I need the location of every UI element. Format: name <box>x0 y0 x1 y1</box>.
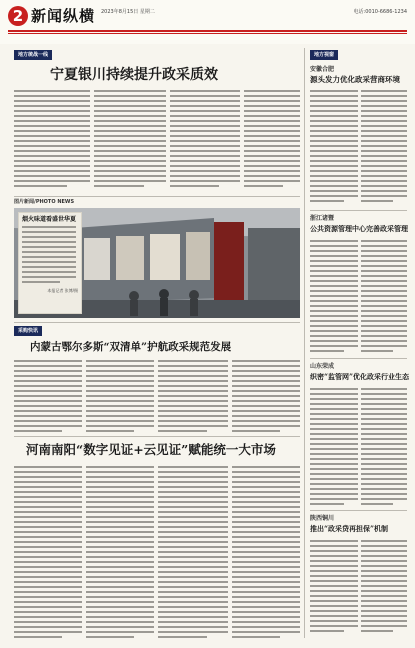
article3-headline: 河南南阳“数字见证+云见证”赋能统一大市场 <box>26 442 276 457</box>
sidebar-item-2-title: 公共资源管理中心完善政采管理 <box>310 224 408 233</box>
sidebar-item-2-body-col-2 <box>361 240 407 355</box>
sidebar-item-3-title: 织密“监管网”优化政采行业生态 <box>310 372 410 381</box>
contact-info: 电话:0010-6686-1234 <box>353 9 407 15</box>
sidebar-item-3-body-col-2 <box>361 388 407 508</box>
sidebar-divider-2 <box>310 358 407 359</box>
sidebar-item-1-body-col-1 <box>310 90 358 205</box>
sidebar-divider-3 <box>310 510 407 511</box>
issue-date: 2023年8月15日 星期二 <box>101 9 155 15</box>
lead-body-col-1 <box>14 90 90 190</box>
article3-body-col-2 <box>86 466 154 641</box>
article2-body-col-4 <box>232 360 300 435</box>
masthead-rule <box>8 30 407 32</box>
sidebar-item-4-body-col-2 <box>361 540 407 635</box>
sidebar-divider-1 <box>310 210 407 211</box>
article3-body-col-3 <box>158 466 228 641</box>
article3-top-rule <box>14 436 300 437</box>
sidebar-section-tag: 地方视窗 <box>310 50 338 60</box>
article2-body-col-3 <box>158 360 228 435</box>
article3-body-col-4 <box>232 466 300 641</box>
article2-body-col-1 <box>14 360 82 435</box>
sidebar-divider <box>304 48 305 638</box>
lead-body-col-3 <box>170 90 240 190</box>
lead-section-tag: 地方统战一线 <box>14 50 52 60</box>
sidebar-item-3-kicker: 山东荣成 <box>310 363 335 370</box>
article2-section-tag: 采购快讯 <box>14 326 42 336</box>
lead-bottom-rule <box>14 196 300 197</box>
photo-caption-title: 烟火味道看盛世华夏 <box>22 216 77 223</box>
sidebar-item-1-body-col-2 <box>361 90 407 205</box>
article2-body-col-2 <box>86 360 154 435</box>
sidebar-item-3-body-col-1 <box>310 388 358 508</box>
article3-body-col-1 <box>14 466 82 641</box>
sidebar-item-4-title: 推出“政采贷再担保”机制 <box>310 524 389 533</box>
photo-credit-label: 图片新闻/PHOTO NEWS <box>14 199 75 205</box>
masthead-rule-thin <box>8 33 407 34</box>
sidebar-item-2-body-col-1 <box>310 240 358 355</box>
sidebar-item-1-kicker: 安徽合肥 <box>310 66 335 73</box>
news-photo <box>14 208 300 318</box>
lead-headline: 宁夏银川持续提升政采质效 <box>50 67 218 83</box>
sidebar-item-4-kicker: 陕西铜川 <box>310 515 335 522</box>
sidebar-item-2-kicker: 浙江诸暨 <box>310 215 335 222</box>
article2-headline: 内蒙古鄂尔多斯“双清单”护航政采规范发展 <box>30 341 232 353</box>
sidebar-item-1-title: 源头发力优化政采营商环境 <box>310 75 400 84</box>
photo-author: 本报记者 张博/摄 <box>47 288 78 293</box>
lead-body-col-2 <box>94 90 166 190</box>
page-number-badge: 2 <box>8 6 28 26</box>
photo-caption-text <box>22 226 76 283</box>
photo-caption-box <box>18 212 82 314</box>
article2-top-rule <box>14 322 300 323</box>
sidebar-item-4-body-col-1 <box>310 540 358 635</box>
lead-body-col-4 <box>244 90 300 190</box>
section-title: 新闻纵横 <box>31 7 96 25</box>
